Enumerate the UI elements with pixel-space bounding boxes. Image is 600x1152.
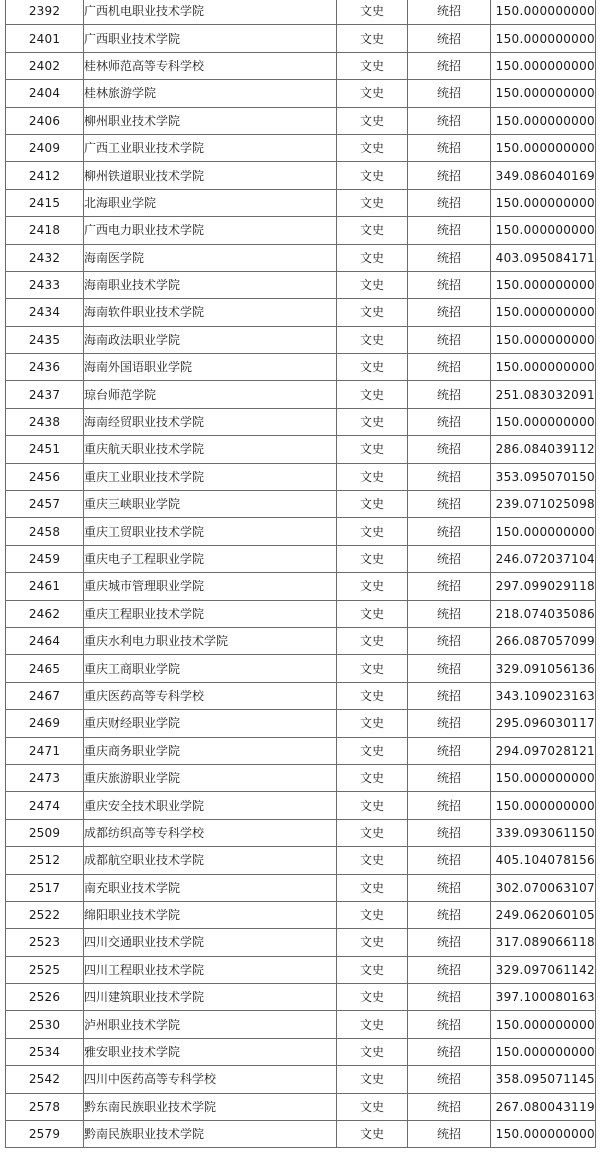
table-row <box>6 326 596 353</box>
table-row <box>6 271 596 298</box>
score-cell: 329.097061142 <box>491 956 596 983</box>
table-row <box>6 162 596 189</box>
school-name-cell: 重庆工程职业技术学院 <box>84 600 337 627</box>
admission-batch-cell: 统招 <box>408 25 491 52</box>
table-row <box>6 463 596 490</box>
subject-type-cell: 文史 <box>337 299 408 326</box>
school-code-cell: 2542 <box>6 1066 84 1093</box>
subject-type-cell: 文史 <box>337 1011 408 1038</box>
score-cell: 150.000000000 <box>491 299 596 326</box>
table-row <box>6 901 596 928</box>
school-code-cell: 2418 <box>6 217 84 244</box>
subject-type-cell: 文史 <box>337 847 408 874</box>
school-name-cell: 桂林师范高等专科学校 <box>84 52 337 79</box>
score-cell: 251.083032091 <box>491 381 596 408</box>
school-code-cell: 2512 <box>6 847 84 874</box>
score-cell: 150.000000000 <box>491 326 596 353</box>
admission-batch-cell: 统招 <box>408 189 491 216</box>
school-code-cell: 2471 <box>6 737 84 764</box>
score-cell: 353.095070150 <box>491 463 596 490</box>
subject-type-cell: 文史 <box>337 271 408 298</box>
subject-type-cell: 文史 <box>337 627 408 654</box>
school-code-cell: 2432 <box>6 244 84 271</box>
admission-batch-cell: 统招 <box>408 271 491 298</box>
score-cell: 150.000000000 <box>491 1121 596 1148</box>
school-code-cell: 2469 <box>6 710 84 737</box>
subject-type-cell: 文史 <box>337 929 408 956</box>
subject-type-cell: 文史 <box>337 354 408 381</box>
score-cell: 150.000000000 <box>491 764 596 791</box>
school-name-cell: 重庆旅游职业学院 <box>84 764 337 791</box>
subject-type-cell: 文史 <box>337 463 408 490</box>
admission-batch-cell: 统招 <box>408 52 491 79</box>
subject-type-cell: 文史 <box>337 1121 408 1148</box>
school-code-cell: 2579 <box>6 1121 84 1148</box>
subject-type-cell: 文史 <box>337 600 408 627</box>
score-cell: 339.093061150 <box>491 819 596 846</box>
school-name-cell: 绵阳职业技术学院 <box>84 901 337 928</box>
table-row <box>6 1093 596 1120</box>
table-row <box>6 655 596 682</box>
school-name-cell: 海南外国语职业学院 <box>84 354 337 381</box>
school-name-cell: 广西职业技术学院 <box>84 25 337 52</box>
admission-batch-cell: 统招 <box>408 1038 491 1065</box>
school-code-cell: 2401 <box>6 25 84 52</box>
table-row <box>6 189 596 216</box>
score-cell: 294.097028121 <box>491 737 596 764</box>
admission-batch-cell: 统招 <box>408 491 491 518</box>
school-code-cell: 2456 <box>6 463 84 490</box>
table-row <box>6 847 596 874</box>
school-code-cell: 2534 <box>6 1038 84 1065</box>
admission-batch-cell: 统招 <box>408 792 491 819</box>
table-row <box>6 0 596 25</box>
school-code-cell: 2509 <box>6 819 84 846</box>
subject-type-cell: 文史 <box>337 80 408 107</box>
school-name-cell: 四川交通职业技术学院 <box>84 929 337 956</box>
admission-batch-cell: 统招 <box>408 107 491 134</box>
school-name-cell: 重庆航天职业技术学院 <box>84 436 337 463</box>
admission-batch-cell: 统招 <box>408 764 491 791</box>
table-row <box>6 1011 596 1038</box>
score-cell: 150.000000000 <box>491 1011 596 1038</box>
table-row <box>6 984 596 1011</box>
admission-batch-cell: 统招 <box>408 0 491 25</box>
school-name-cell: 海南医学院 <box>84 244 337 271</box>
admission-batch-cell: 统招 <box>408 984 491 1011</box>
school-code-cell: 2473 <box>6 764 84 791</box>
admission-batch-cell: 统招 <box>408 956 491 983</box>
table-row <box>6 929 596 956</box>
subject-type-cell: 文史 <box>337 1038 408 1065</box>
score-cell: 266.087057099 <box>491 627 596 654</box>
school-code-cell: 2412 <box>6 162 84 189</box>
table-row <box>6 52 596 79</box>
school-name-cell: 四川工程职业技术学院 <box>84 956 337 983</box>
subject-type-cell: 文史 <box>337 52 408 79</box>
school-name-cell: 泸州职业技术学院 <box>84 1011 337 1038</box>
table-row <box>6 1121 596 1148</box>
subject-type-cell: 文史 <box>337 874 408 901</box>
admission-batch-cell: 统招 <box>408 819 491 846</box>
subject-type-cell: 文史 <box>337 737 408 764</box>
table-row <box>6 764 596 791</box>
table-row <box>6 299 596 326</box>
subject-type-cell: 文史 <box>337 545 408 572</box>
subject-type-cell: 文史 <box>337 244 408 271</box>
subject-type-cell: 文史 <box>337 326 408 353</box>
table-row <box>6 25 596 52</box>
score-cell: 403.095084171 <box>491 244 596 271</box>
admission-batch-cell: 统招 <box>408 737 491 764</box>
score-cell: 150.000000000 <box>491 189 596 216</box>
subject-type-cell: 文史 <box>337 764 408 791</box>
score-cell: 150.000000000 <box>491 1038 596 1065</box>
score-cell: 150.000000000 <box>491 0 596 25</box>
table-row <box>6 956 596 983</box>
score-cell: 343.109023163 <box>491 682 596 709</box>
score-cell: 239.071025098 <box>491 491 596 518</box>
table-row <box>6 600 596 627</box>
admission-batch-cell: 统招 <box>408 326 491 353</box>
admission-batch-cell: 统招 <box>408 545 491 572</box>
school-name-cell: 重庆工贸职业技术学院 <box>84 518 337 545</box>
school-code-cell: 2530 <box>6 1011 84 1038</box>
subject-type-cell: 文史 <box>337 0 408 25</box>
score-cell: 150.000000000 <box>491 271 596 298</box>
school-code-cell: 2462 <box>6 600 84 627</box>
admission-batch-cell: 统招 <box>408 573 491 600</box>
school-code-cell: 2525 <box>6 956 84 983</box>
school-code-cell: 2467 <box>6 682 84 709</box>
table-row <box>6 217 596 244</box>
school-code-cell: 2435 <box>6 326 84 353</box>
score-cell: 150.000000000 <box>491 518 596 545</box>
school-name-cell: 北海职业学院 <box>84 189 337 216</box>
school-name-cell: 重庆城市管理职业学院 <box>84 573 337 600</box>
subject-type-cell: 文史 <box>337 25 408 52</box>
subject-type-cell: 文史 <box>337 573 408 600</box>
score-cell: 295.096030117 <box>491 710 596 737</box>
school-name-cell: 重庆工业职业技术学院 <box>84 463 337 490</box>
admission-batch-cell: 统招 <box>408 627 491 654</box>
admission-batch-cell: 统招 <box>408 244 491 271</box>
subject-type-cell: 文史 <box>337 956 408 983</box>
school-name-cell: 成都纺织高等专科学校 <box>84 819 337 846</box>
school-name-cell: 重庆商务职业学院 <box>84 737 337 764</box>
school-name-cell: 柳州职业技术学院 <box>84 107 337 134</box>
admission-batch-cell: 统招 <box>408 80 491 107</box>
subject-type-cell: 文史 <box>337 217 408 244</box>
school-name-cell: 重庆财经职业学院 <box>84 710 337 737</box>
subject-type-cell: 文史 <box>337 710 408 737</box>
table-row <box>6 80 596 107</box>
admission-batch-cell: 统招 <box>408 874 491 901</box>
admission-batch-cell: 统招 <box>408 901 491 928</box>
score-cell: 246.072037104 <box>491 545 596 572</box>
school-name-cell: 雅安职业技术学院 <box>84 1038 337 1065</box>
admission-batch-cell: 统招 <box>408 929 491 956</box>
score-cell: 150.000000000 <box>491 408 596 435</box>
school-code-cell: 2578 <box>6 1093 84 1120</box>
school-code-cell: 2437 <box>6 381 84 408</box>
school-name-cell: 黔东南民族职业技术学院 <box>84 1093 337 1120</box>
table-row <box>6 682 596 709</box>
admission-batch-cell: 统招 <box>408 217 491 244</box>
subject-type-cell: 文史 <box>337 1066 408 1093</box>
subject-type-cell: 文史 <box>337 984 408 1011</box>
table-row <box>6 518 596 545</box>
school-code-cell: 2517 <box>6 874 84 901</box>
score-cell: 297.099029118 <box>491 573 596 600</box>
score-cell: 358.095071145 <box>491 1066 596 1093</box>
table-row <box>6 134 596 161</box>
school-code-cell: 2526 <box>6 984 84 1011</box>
table-row <box>6 436 596 463</box>
admission-batch-cell: 统招 <box>408 354 491 381</box>
table-row <box>6 244 596 271</box>
admission-batch-cell: 统招 <box>408 847 491 874</box>
score-cell: 150.000000000 <box>491 52 596 79</box>
subject-type-cell: 文史 <box>337 682 408 709</box>
school-code-cell: 2415 <box>6 189 84 216</box>
school-name-cell: 重庆医药高等专科学校 <box>84 682 337 709</box>
school-name-cell: 重庆水利电力职业技术学院 <box>84 627 337 654</box>
score-cell: 302.070063107 <box>491 874 596 901</box>
school-code-cell: 2438 <box>6 408 84 435</box>
school-name-cell: 四川建筑职业技术学院 <box>84 984 337 1011</box>
table-row <box>6 737 596 764</box>
score-cell: 150.000000000 <box>491 80 596 107</box>
admission-batch-cell: 统招 <box>408 381 491 408</box>
admission-batch-cell: 统招 <box>408 162 491 189</box>
table-row <box>6 354 596 381</box>
table-row <box>6 819 596 846</box>
subject-type-cell: 文史 <box>337 518 408 545</box>
school-name-cell: 四川中医药高等专科学校 <box>84 1066 337 1093</box>
subject-type-cell: 文史 <box>337 491 408 518</box>
table-row <box>6 545 596 572</box>
table-row <box>6 381 596 408</box>
school-code-cell: 2458 <box>6 518 84 545</box>
table-row <box>6 1066 596 1093</box>
admission-batch-cell: 统招 <box>408 1121 491 1148</box>
school-code-cell: 2409 <box>6 134 84 161</box>
admission-batch-cell: 统招 <box>408 682 491 709</box>
subject-type-cell: 文史 <box>337 436 408 463</box>
school-name-cell: 柳州铁道职业技术学院 <box>84 162 337 189</box>
school-name-cell: 海南职业技术学院 <box>84 271 337 298</box>
table-row <box>6 408 596 435</box>
subject-type-cell: 文史 <box>337 134 408 161</box>
admission-batch-cell: 统招 <box>408 655 491 682</box>
school-code-cell: 2522 <box>6 901 84 928</box>
admission-batch-cell: 统招 <box>408 710 491 737</box>
score-cell: 317.089066118 <box>491 929 596 956</box>
school-code-cell: 2461 <box>6 573 84 600</box>
school-name-cell: 琼台师范学院 <box>84 381 337 408</box>
school-code-cell: 2459 <box>6 545 84 572</box>
school-name-cell: 南充职业技术学院 <box>84 874 337 901</box>
school-name-cell: 成都航空职业技术学院 <box>84 847 337 874</box>
score-cell: 150.000000000 <box>491 25 596 52</box>
school-name-cell: 重庆工商职业学院 <box>84 655 337 682</box>
admission-score-table <box>5 0 596 1148</box>
school-name-cell: 桂林旅游学院 <box>84 80 337 107</box>
school-name-cell: 海南软件职业技术学院 <box>84 299 337 326</box>
table-body <box>6 0 596 1148</box>
subject-type-cell: 文史 <box>337 381 408 408</box>
score-cell: 267.080043119 <box>491 1093 596 1120</box>
school-code-cell: 2436 <box>6 354 84 381</box>
admission-batch-cell: 统招 <box>408 299 491 326</box>
subject-type-cell: 文史 <box>337 792 408 819</box>
school-code-cell: 2433 <box>6 271 84 298</box>
school-name-cell: 广西机电职业技术学院 <box>84 0 337 25</box>
score-cell: 150.000000000 <box>491 354 596 381</box>
subject-type-cell: 文史 <box>337 189 408 216</box>
score-cell: 349.086040169 <box>491 162 596 189</box>
score-cell: 150.000000000 <box>491 792 596 819</box>
school-code-cell: 2474 <box>6 792 84 819</box>
score-cell: 150.000000000 <box>491 107 596 134</box>
subject-type-cell: 文史 <box>337 162 408 189</box>
admission-batch-cell: 统招 <box>408 518 491 545</box>
school-code-cell: 2464 <box>6 627 84 654</box>
admission-batch-cell: 统招 <box>408 600 491 627</box>
school-code-cell: 2406 <box>6 107 84 134</box>
subject-type-cell: 文史 <box>337 107 408 134</box>
school-code-cell: 2404 <box>6 80 84 107</box>
admission-batch-cell: 统招 <box>408 1011 491 1038</box>
score-cell: 249.062060105 <box>491 901 596 928</box>
score-cell: 286.084039112 <box>491 436 596 463</box>
school-name-cell: 广西电力职业技术学院 <box>84 217 337 244</box>
table-row <box>6 874 596 901</box>
subject-type-cell: 文史 <box>337 1093 408 1120</box>
school-code-cell: 2465 <box>6 655 84 682</box>
table-row <box>6 491 596 518</box>
score-cell: 405.104078156 <box>491 847 596 874</box>
admission-batch-cell: 统招 <box>408 1066 491 1093</box>
subject-type-cell: 文史 <box>337 408 408 435</box>
admission-batch-cell: 统招 <box>408 1093 491 1120</box>
table-row <box>6 1038 596 1065</box>
table-row <box>6 107 596 134</box>
score-cell: 150.000000000 <box>491 217 596 244</box>
school-code-cell: 2451 <box>6 436 84 463</box>
school-code-cell: 2457 <box>6 491 84 518</box>
score-cell: 150.000000000 <box>491 134 596 161</box>
school-name-cell: 重庆电子工程职业学院 <box>84 545 337 572</box>
school-code-cell: 2402 <box>6 52 84 79</box>
admission-batch-cell: 统招 <box>408 436 491 463</box>
school-name-cell: 黔南民族职业技术学院 <box>84 1121 337 1148</box>
score-cell: 329.091056136 <box>491 655 596 682</box>
score-cell: 397.100080163 <box>491 984 596 1011</box>
school-code-cell: 2392 <box>6 0 84 25</box>
table-row <box>6 573 596 600</box>
score-cell: 218.074035086 <box>491 600 596 627</box>
admission-batch-cell: 统招 <box>408 463 491 490</box>
school-name-cell: 海南经贸职业技术学院 <box>84 408 337 435</box>
school-name-cell: 重庆安全技术职业学院 <box>84 792 337 819</box>
school-code-cell: 2434 <box>6 299 84 326</box>
admission-batch-cell: 统招 <box>408 408 491 435</box>
subject-type-cell: 文史 <box>337 819 408 846</box>
school-code-cell: 2523 <box>6 929 84 956</box>
school-name-cell: 海南政法职业学院 <box>84 326 337 353</box>
subject-type-cell: 文史 <box>337 655 408 682</box>
table-row <box>6 627 596 654</box>
admission-batch-cell: 统招 <box>408 134 491 161</box>
school-name-cell: 重庆三峡职业学院 <box>84 491 337 518</box>
table-row <box>6 792 596 819</box>
school-name-cell: 广西工业职业技术学院 <box>84 134 337 161</box>
subject-type-cell: 文史 <box>337 901 408 928</box>
table-row <box>6 710 596 737</box>
